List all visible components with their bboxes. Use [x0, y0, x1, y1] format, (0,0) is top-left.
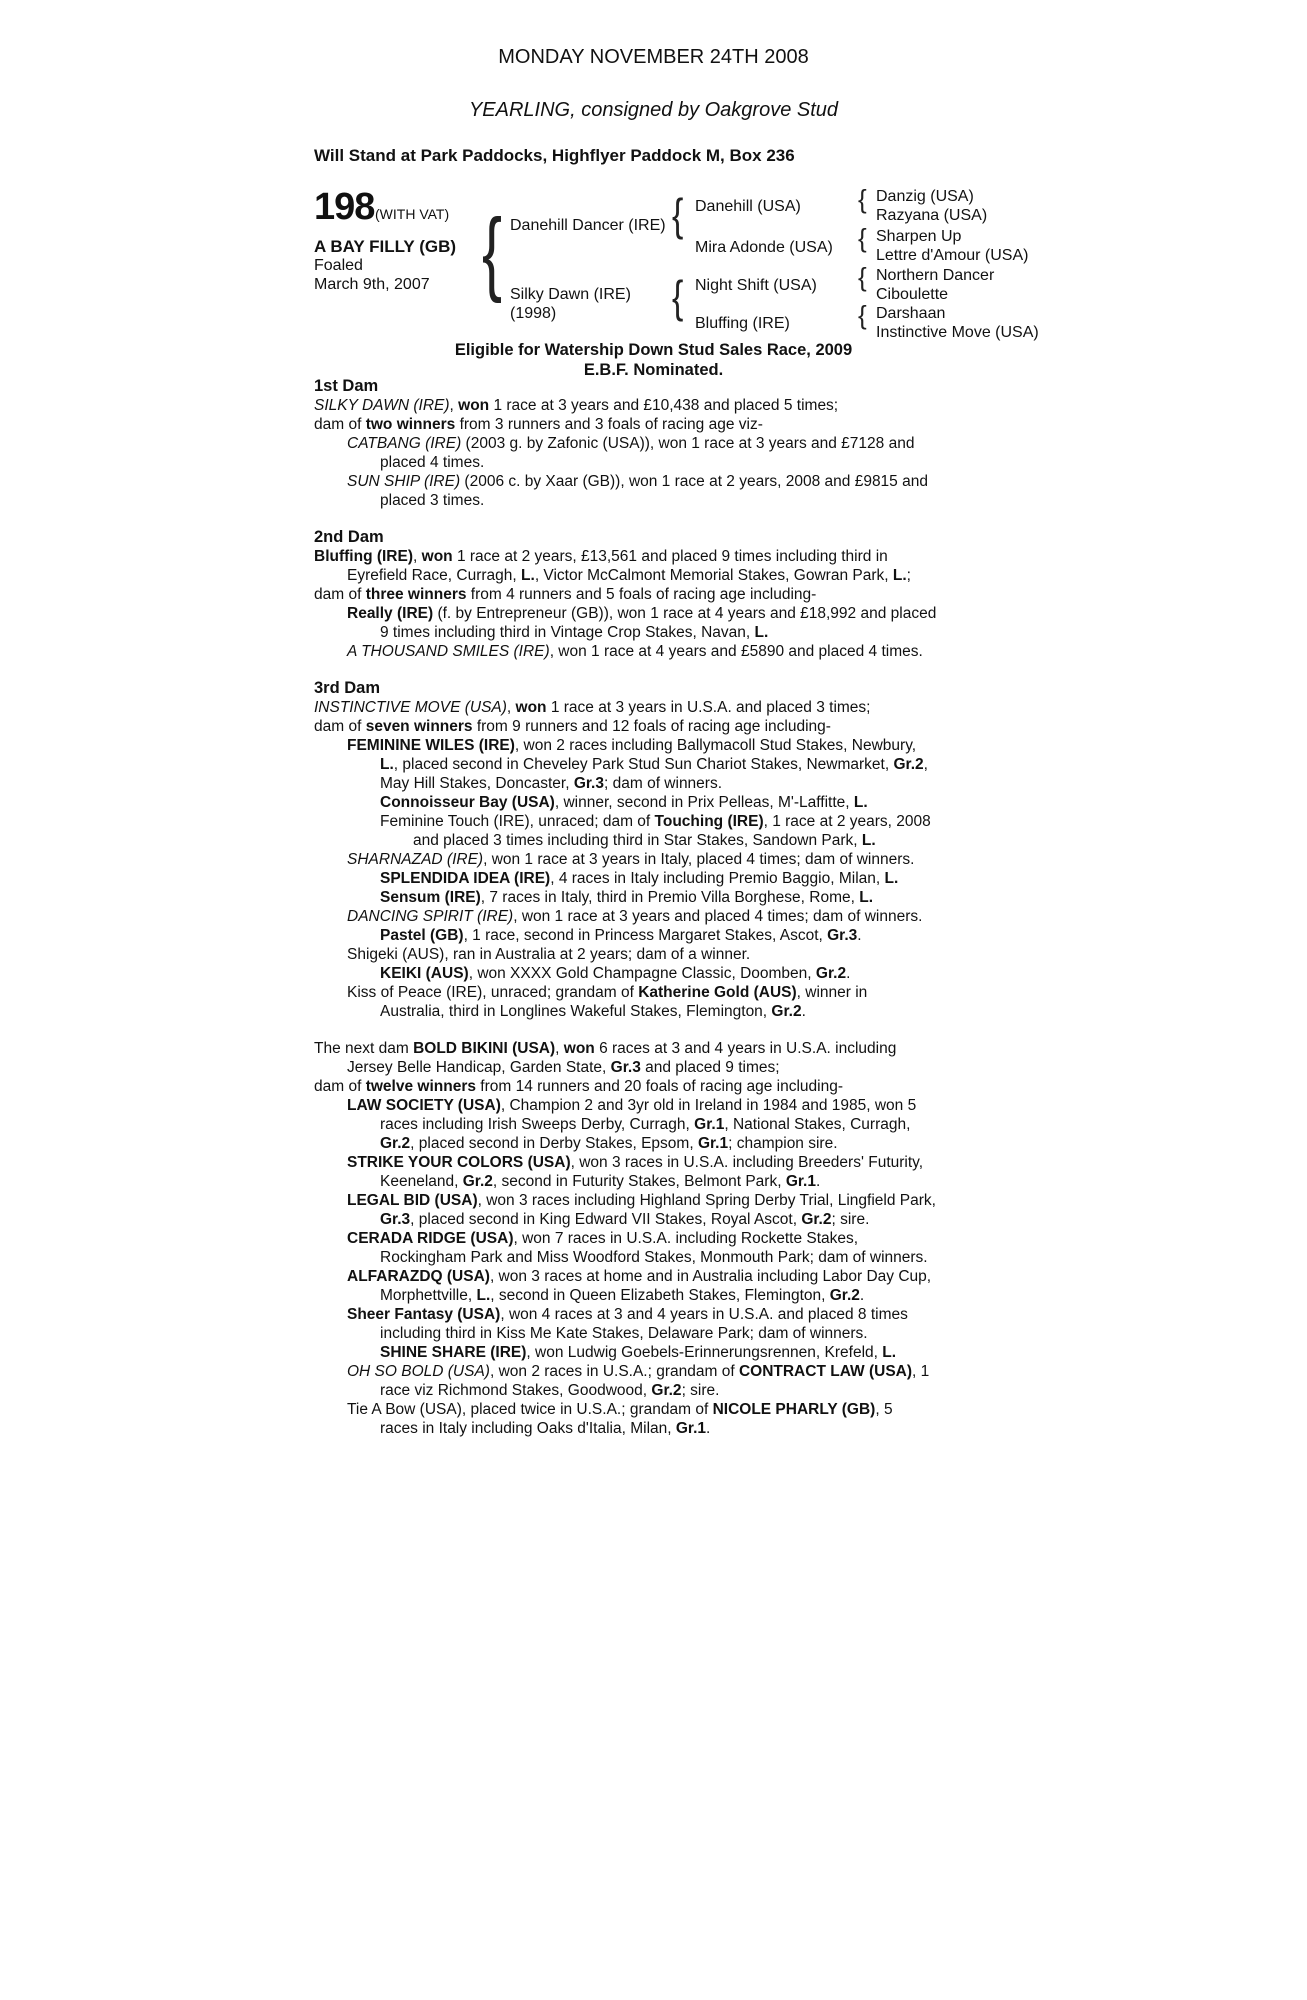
horse-name: SHARNAZAD (IRE) — [347, 851, 484, 868]
text-line — [314, 1077, 996, 1096]
text-run: L. — [521, 567, 535, 584]
text-run: , 7 races in Italy, third in Premio Villa Borghese, Rome, — [480, 889, 860, 906]
text-run: dam of — [314, 416, 366, 433]
text-run: L. — [882, 1344, 897, 1361]
horse-name: KEIKI (AUS) — [380, 965, 469, 982]
text-run: , — [923, 756, 928, 773]
stand-location: Will Stand at Park Paddocks, Highflyer Paddock M, Box 236 — [314, 146, 795, 165]
pedigree-ggsire-4: Darshaan — [876, 305, 946, 322]
text-line — [314, 888, 996, 907]
pedigree-brace-dam: { — [672, 273, 684, 323]
text-run: 1 race at 3 years in U.S.A. and placed 3 times; — [546, 699, 871, 716]
horse-name: CONTRACT LAW (USA) — [738, 1363, 913, 1380]
horse-name: Sensum (IRE) — [380, 889, 481, 906]
text-run: Gr.1 — [785, 1173, 816, 1190]
text-line: Rockingham Park and Miss Woodford Stakes, Monmouth Park; dam of winners. — [380, 1249, 928, 1266]
pedigree-brace-g3: { — [858, 262, 867, 292]
text-line — [314, 850, 996, 869]
pedigree-brace-g1: { — [858, 184, 867, 214]
text-run: 1 race at 3 years and £10,438 and placed 5 times; — [489, 397, 839, 414]
next-dam-section — [314, 1039, 996, 1438]
pedigree-dam: Silky Dawn (IRE) — [510, 286, 631, 303]
text-run: won — [458, 397, 490, 414]
text-line — [314, 698, 996, 717]
text-run: Gr.2 — [801, 1211, 832, 1228]
text-run: Eyrefield Race, Curragh, — [347, 567, 522, 584]
pedigree-ggsire-1: Danzig (USA) — [876, 188, 974, 205]
text-run: won — [515, 699, 547, 716]
text-line — [314, 1039, 996, 1058]
text-run: Morphettville, — [380, 1287, 477, 1304]
text-line — [314, 1305, 996, 1324]
text-run: Gr.2 — [771, 1003, 802, 1020]
text-run: , 1 — [912, 1363, 930, 1380]
text-line — [314, 1343, 996, 1362]
text-line — [314, 1058, 996, 1077]
pedigree-dam-year: (1998) — [510, 305, 557, 322]
text-line — [314, 472, 996, 491]
first-dam-section — [314, 377, 996, 510]
horse-name: ALFARAZDQ (USA) — [347, 1268, 490, 1285]
text-run: L. — [892, 567, 907, 584]
text-run: and placed 3 times including third in Star Stakes, Sandown Park, — [413, 832, 862, 849]
text-line — [314, 831, 996, 850]
text-line: placed 4 times. — [380, 454, 485, 471]
text-run: (2006 c. by Xaar (GB)), won 1 race at 2 years, 2008 and £9815 and — [460, 473, 928, 490]
text-line: including third in Kiss Me Kate Stakes, Delaware Park; dam of winners. — [380, 1325, 868, 1342]
text-run: Gr.2 — [651, 1382, 682, 1399]
text-run: . — [816, 1173, 821, 1190]
text-line — [314, 623, 996, 642]
lot-number: 198 — [314, 186, 375, 228]
text-run: . — [706, 1420, 711, 1437]
text-run: , Victor McCalmont Memorial Stakes, Gowran Park, — [534, 567, 893, 584]
pedigree-ggsire-3: Northern Dancer — [876, 267, 995, 284]
foaled-label: Foaled — [314, 257, 363, 274]
text-run: Kiss of Peace (IRE), unraced; grandam of — [347, 984, 639, 1001]
third-dam-section — [314, 679, 996, 1021]
text-run: two winners — [365, 416, 456, 433]
text-run: , 1 race at 2 years, 2008 — [763, 813, 931, 830]
section-heading: 2nd Dam — [314, 528, 384, 546]
text-run: , won Ludwig Goebels-Erinnerungsrennen, Krefeld, — [526, 1344, 883, 1361]
text-line — [314, 1362, 996, 1381]
text-run: Gr.1 — [694, 1116, 725, 1133]
horse-name: Really (IRE) — [347, 605, 434, 622]
pedigree-sire: Danehill Dancer (IRE) — [510, 217, 666, 234]
text-line — [314, 1400, 996, 1419]
text-line — [314, 774, 996, 793]
text-run: , placed second in King Edward VII Stakes, Royal Ascot, — [410, 1211, 802, 1228]
text-line — [314, 396, 996, 415]
pedigree-ggdam-4: Instinctive Move (USA) — [876, 324, 1039, 341]
text-run: , won 3 races in U.S.A. including Breeders' Futurity, — [570, 1154, 924, 1171]
text-line — [314, 812, 996, 831]
text-run: ; champion sire. — [728, 1135, 838, 1152]
horse-name: NICOLE PHARLY (GB) — [712, 1401, 876, 1418]
text-run: , won XXXX Gold Champagne Classic, Doomben, — [468, 965, 816, 982]
text-run: , winner, second in Prix Pelleas, M'-Laffitte, — [554, 794, 854, 811]
text-run: , won 1 race at 3 years in Italy, placed 4 times; dam of winners. — [483, 851, 915, 868]
text-run: won — [563, 1040, 595, 1057]
text-run: Gr.3 — [827, 927, 858, 944]
text-line — [314, 717, 996, 736]
horse-name: LEGAL BID (USA) — [347, 1192, 478, 1209]
text-line — [314, 1419, 996, 1438]
text-line — [314, 642, 996, 661]
text-run: . — [846, 965, 851, 982]
pedigree-sire-sire: Danehill (USA) — [695, 198, 801, 215]
dam-name: SILKY DAWN (IRE) — [314, 397, 450, 414]
text-run: from 9 runners and 12 foals of racing age including- — [472, 718, 831, 735]
text-run: dam of — [314, 586, 366, 603]
text-line — [314, 869, 996, 888]
text-run: , — [449, 397, 459, 414]
text-run: , placed second in Cheveley Park Stud Sun Chariot Stakes, Newmarket, — [393, 756, 894, 773]
horse-name: DANCING SPIRIT (IRE) — [347, 908, 514, 925]
text-run: Feminine Touch (IRE), unraced; dam of — [380, 813, 655, 830]
section-heading: 1st Dam — [314, 377, 379, 395]
horse-name: SHINE SHARE (IRE) — [380, 1344, 527, 1361]
text-run: Gr.2 — [829, 1287, 860, 1304]
text-run: , placed second in Derby Stakes, Epsom, — [410, 1135, 698, 1152]
text-run: , National Stakes, Curragh, — [724, 1116, 911, 1133]
second-dam-section — [314, 528, 996, 661]
text-line — [314, 547, 996, 566]
text-run: , won 3 races at home and in Australia including Labor Day Cup, — [489, 1268, 932, 1285]
text-line: Shigeki (AUS), ran in Australia at 2 years; dam of a winner. — [347, 946, 751, 963]
text-line — [314, 1210, 996, 1229]
text-run: . — [859, 1287, 865, 1304]
text-run: L. — [476, 1287, 491, 1304]
text-run: 9 times including third in Vintage Crop Stakes, Navan, — [380, 624, 755, 641]
text-run: race viz Richmond Stakes, Goodwood, — [380, 1382, 652, 1399]
text-run: Keeneland, — [380, 1173, 463, 1190]
vat-label: (WITH VAT) — [375, 206, 450, 222]
horse-name: FEMININE WILES (IRE) — [347, 737, 515, 754]
foaled-date: March 9th, 2007 — [314, 276, 430, 293]
text-line — [314, 604, 996, 623]
text-run: , won 1 race at 3 years and placed 4 times; dam of winners. — [513, 908, 923, 925]
text-run: The next dam — [314, 1040, 414, 1057]
text-run: twelve winners — [365, 1078, 476, 1095]
text-run: , won 3 races including Highland Spring Derby Trial, Lingfield Park, — [477, 1192, 936, 1209]
text-run: dam of — [314, 1078, 366, 1095]
text-line — [314, 926, 996, 945]
text-line — [314, 434, 996, 453]
text-line — [314, 1267, 996, 1286]
text-run: . — [801, 1003, 806, 1020]
text-run: Gr.2 — [462, 1173, 493, 1190]
text-run: , won 2 races including Ballymacoll Stud Stakes, Newbury, — [514, 737, 917, 754]
catalogue-body — [314, 377, 996, 1438]
text-run: Gr.3 — [380, 1211, 411, 1228]
text-run: Gr.3 — [573, 775, 604, 792]
horse-name: Sheer Fantasy (USA) — [347, 1306, 501, 1323]
text-line — [314, 1286, 996, 1305]
pedigree-ggdam-1: Razyana (USA) — [876, 207, 988, 224]
text-line — [314, 1229, 996, 1248]
text-run: L. — [853, 794, 868, 811]
horse-name: Katherine Gold (AUS) — [638, 984, 797, 1001]
pedigree-ggdam-2: Lettre d'Amour (USA) — [876, 247, 1029, 264]
text-run: , 5 — [875, 1401, 893, 1418]
dam-name: INSTINCTIVE MOVE (USA) — [314, 699, 507, 716]
section-heading: 3rd Dam — [314, 679, 381, 697]
horse-name: BOLD BIKINI (USA) — [413, 1040, 556, 1057]
text-run: three winners — [365, 586, 467, 603]
text-run: L. — [859, 889, 874, 906]
text-run: (f. by Entrepreneur (GB)), won 1 race at 4 years and £18,992 and placed — [433, 605, 937, 622]
text-line — [314, 983, 996, 1002]
ebf-note: E.B.F. Nominated. — [583, 361, 724, 379]
text-run: . — [857, 927, 862, 944]
text-run: , — [555, 1040, 564, 1057]
text-run: Gr.2 — [815, 965, 847, 982]
horse-name: CERADA RIDGE (USA) — [347, 1230, 514, 1247]
text-run: , — [413, 548, 422, 565]
text-line — [314, 1191, 996, 1210]
consignor-line: YEARLING, consigned by Oakgrove Stud — [468, 99, 839, 121]
text-line — [314, 585, 996, 604]
text-run: 6 races at 3 and 4 years in U.S.A. including — [594, 1040, 897, 1057]
text-run: won — [421, 548, 453, 565]
pedigree-brace-main: { — [482, 199, 503, 304]
horse-name: STRIKE YOUR COLORS (USA) — [347, 1154, 571, 1171]
text-line — [314, 736, 996, 755]
text-run: May Hill Stakes, Doncaster, — [380, 775, 574, 792]
horse-description: A BAY FILLY (GB) — [314, 237, 457, 256]
pedigree-ggsire-2: Sharpen Up — [876, 228, 962, 245]
text-line — [314, 1153, 996, 1172]
eligibility-note: Eligible for Watership Down Stud Sales Race, 2009 — [454, 341, 853, 359]
text-line — [314, 964, 996, 983]
text-line — [314, 1172, 996, 1191]
pedigree-brace-sire: { — [672, 191, 684, 241]
text-run: Gr.2 — [380, 1135, 411, 1152]
text-run: Gr.1 — [697, 1135, 729, 1152]
text-run: , second in Futurity Stakes, Belmont Park, — [492, 1173, 786, 1190]
pedigree-sire-dam: Mira Adonde (USA) — [695, 239, 833, 256]
text-run: from 14 runners and 20 foals of racing age including- — [475, 1078, 844, 1095]
text-run: ; dam of winners. — [604, 775, 723, 792]
text-run: L. — [754, 624, 769, 641]
text-line — [314, 1115, 996, 1134]
text-run: , 4 races in Italy including Premio Baggio, Milan, — [550, 870, 885, 887]
horse-name: A THOUSAND SMILES (IRE) — [347, 643, 550, 660]
text-run: , won 1 race at 4 years and £5890 and placed 4 times. — [549, 643, 923, 660]
horse-name: Bluffing (IRE) — [314, 548, 414, 565]
text-run: (2003 g. by Zafonic (USA)), won 1 race at 3 years and £7128 and — [461, 435, 915, 452]
pedigree-brace-g2: { — [858, 223, 867, 253]
pedigree-dam-dam: Bluffing (IRE) — [695, 315, 790, 332]
text-run: L. — [861, 832, 876, 849]
text-run: ; — [906, 567, 911, 584]
text-run: dam of — [314, 718, 366, 735]
text-run: and placed 9 times; — [640, 1059, 780, 1076]
horse-name: CATBANG (IRE) — [347, 435, 462, 452]
text-run: from 3 runners and 3 foals of racing age viz- — [455, 416, 763, 433]
text-line — [314, 1134, 996, 1153]
text-run: Australia, third in Longlines Wakeful Stakes, Flemington, — [380, 1003, 772, 1020]
text-run: , Champion 2 and 3yr old in Ireland in 1984 and 1985, won 5 — [500, 1097, 917, 1114]
text-run: , won 7 races in U.S.A. including Rockette Stakes, — [513, 1230, 859, 1247]
horse-name: SPLENDIDA IDEA (IRE) — [380, 870, 551, 887]
horse-name: Pastel (GB) — [380, 927, 464, 944]
text-line — [314, 1096, 996, 1115]
text-run: races in Italy including Oaks d'Italia, Milan, — [380, 1420, 676, 1437]
text-run: L. — [380, 756, 394, 773]
text-run: Gr.3 — [610, 1059, 641, 1076]
text-line — [314, 415, 996, 434]
text-line: placed 3 times. — [380, 492, 485, 509]
pedigree-dam-sire: Night Shift (USA) — [695, 277, 817, 294]
text-line — [314, 1381, 996, 1400]
text-run: , second in Queen Elizabeth Stakes, Flemington, — [490, 1287, 830, 1304]
text-line — [314, 566, 996, 585]
text-run: races including Irish Sweeps Derby, Curragh, — [380, 1116, 695, 1133]
horse-name: LAW SOCIETY (USA) — [347, 1097, 501, 1114]
horse-name: SUN SHIP (IRE) — [347, 473, 461, 490]
text-run: , won 2 races in U.S.A.; grandam of — [489, 1363, 739, 1380]
sale-date: MONDAY NOVEMBER 24TH 2008 — [498, 46, 809, 68]
text-run: Gr.2 — [893, 756, 924, 773]
text-run: , winner in — [796, 984, 868, 1001]
text-run: , — [506, 699, 516, 716]
text-run: Tie A Bow (USA), placed twice in U.S.A.; grandam of — [347, 1401, 713, 1418]
text-run: ; sire. — [831, 1211, 870, 1228]
text-run: ; sire. — [681, 1382, 720, 1399]
horse-name: Connoisseur Bay (USA) — [380, 794, 555, 811]
pedigree-brace-g4: { — [858, 300, 867, 330]
text-line — [314, 755, 996, 774]
text-run: Jersey Belle Handicap, Garden State, — [347, 1059, 611, 1076]
text-line — [314, 793, 996, 812]
text-run: 1 race at 2 years, £13,561 and placed 9 times including third in — [452, 548, 888, 565]
text-line — [314, 1002, 996, 1021]
text-run: Gr.1 — [675, 1420, 707, 1437]
text-run: , won 4 races at 3 and 4 years in U.S.A. and placed 8 times — [500, 1306, 908, 1323]
pedigree-ggdam-3: Ciboulette — [876, 286, 949, 303]
text-run: from 4 runners and 5 foals of racing age including- — [466, 586, 817, 603]
text-run: seven winners — [365, 718, 473, 735]
text-run: L. — [884, 870, 899, 887]
horse-name: OH SO BOLD (USA) — [347, 1363, 490, 1380]
text-run: , 1 race, second in Princess Margaret Stakes, Ascot, — [463, 927, 828, 944]
text-line — [314, 907, 996, 926]
horse-name: Touching (IRE) — [654, 813, 764, 830]
